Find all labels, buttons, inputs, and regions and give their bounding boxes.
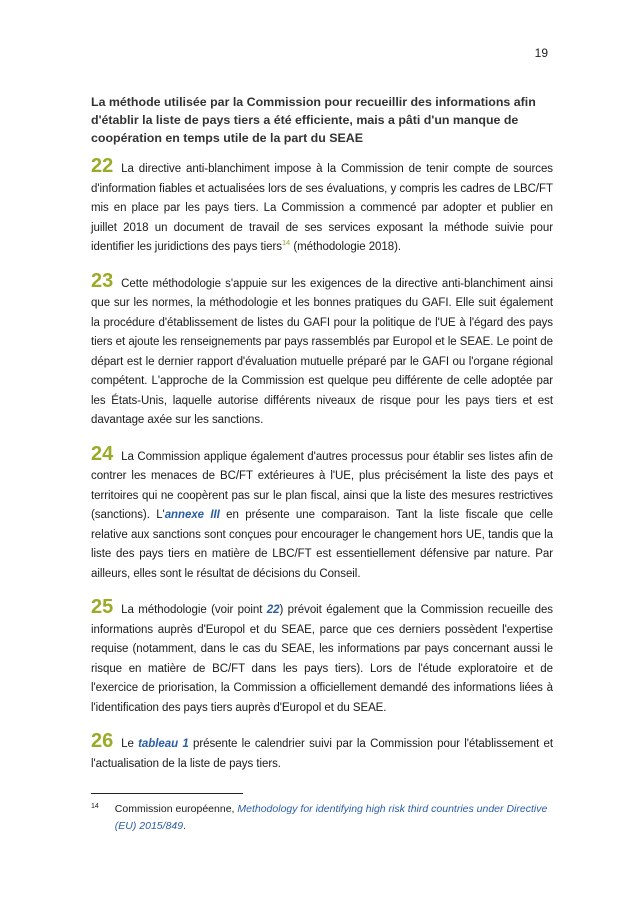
footnote-body [115, 801, 550, 835]
paragraph-24 [91, 442, 553, 585]
point-link[interactable]: 22 [266, 604, 280, 616]
paragraph-25 [91, 598, 553, 718]
paragraph-number: 23 [91, 269, 114, 292]
footnote [91, 801, 553, 835]
paragraph-22 [91, 157, 553, 258]
footnote-link[interactable]: Methodology for identifying high risk third countries under Directive (EU) 2015/849 [114, 803, 548, 832]
paragraph-text: Le [121, 738, 139, 750]
annex-link[interactable]: annexe III [164, 509, 220, 521]
paragraph-text: présente le calendrier suivi par la Commission pour l'établissement et l'actualisation de la liste de pays tiers. [91, 738, 553, 770]
paragraph-text: en présente une comparaison. Tant la liste fiscale que celle relative aux sanctions sont conçues pour encourager le changement hors UE, tandis que la liste des pays tiers en matière de LBC/FT est essentiellement défensive par nature. Par ailleurs, elles sont le résultat de décisions du Conseil. [91, 509, 553, 580]
paragraph-number: 26 [91, 730, 114, 752]
paragraph-text: (méthodologie 2018). [290, 241, 402, 253]
paragraph-23 [91, 269, 553, 431]
table-link[interactable]: tableau 1 [138, 738, 189, 750]
paragraph-text: La directive anti-blanchiment impose à la Commission de tenir compte de sources d'information fiables et actualisées lors de ses évaluations, y compris les cadres de LBC/FT mis en place par les pays tiers. La Commission a commencé par adopter et publier en juillet 2018 un document de travail de ses services exposant la méthode suivie pour identifier les juridictions des pays tiers [91, 163, 553, 253]
footnote-reference[interactable]: 14 [281, 238, 291, 248]
paragraph-26 [91, 732, 553, 774]
footnote-text: Commission européenne, [114, 803, 238, 815]
paragraph-number: 25 [91, 596, 114, 618]
footnote-end: . [183, 820, 187, 832]
paragraph-text: ) prévoit également que la Commission recueille des informations auprès d'Europol et du SEAE, parce que ces derniers possèdent l'expertise requise (notamment, dans le cas du SEAE, les informations par pays concernant aussi le risque en matière de BC/FT dans les pays tiers). Lors de l'étude exploratoire et de l'exercice de priorisation, la Commission a officiellement demandé des informations liées à l'identification des pays tiers auprès d'Europol et du SEAE. [91, 604, 553, 714]
paragraph-number: 24 [91, 442, 114, 465]
section-heading: La méthode utilisée par la Commission pour recueillir des informations afin d'établir la liste de pays tiers a été efficiente, mais a pâti d'un manque de coopération en temps utile de la part du SEAE [91, 95, 536, 145]
main-content [91, 93, 553, 788]
paragraph-text: La méthodologie (voir point [121, 604, 267, 616]
paragraph-text: La Commission applique également d'autres processus pour établir ses listes afin de contrer les menaces de BC/FT extérieures à l'UE, plus précisément la liste des pays et territoires qui ne coopèrent pas sur le plan fiscal, ainsi que la liste des mesures restrictives (sanctions). L' [91, 450, 553, 521]
page-number: 19 [534, 46, 548, 60]
paragraph-number: 22 [91, 155, 114, 177]
paragraph-text: Cette méthodologie s'appuie sur les exigences de la directive anti-blanchiment ainsi que sur les normes, la méthodologie et les bonnes pratiques du GAFI. Elle suit également la procédure d'établissement de listes du GAFI pour la politique de l'UE à l'égard des pays tiers et ajoute les renseignements par pays rassemblés par Europol et le SEAE. Le point de départ est le dernier rapport d'évaluation mutuelle préparé par le GAFI ou l'organe régional compétent. L'approche de la Commission est quelque peu différente de celle adoptée par les États-Unis, laquelle autorise différents niveaux de risque pour les pays tiers et est davantage axée sur les sanctions. [91, 277, 553, 426]
footnote-mark: 14 [91, 802, 99, 810]
footnote-divider [91, 793, 243, 794]
